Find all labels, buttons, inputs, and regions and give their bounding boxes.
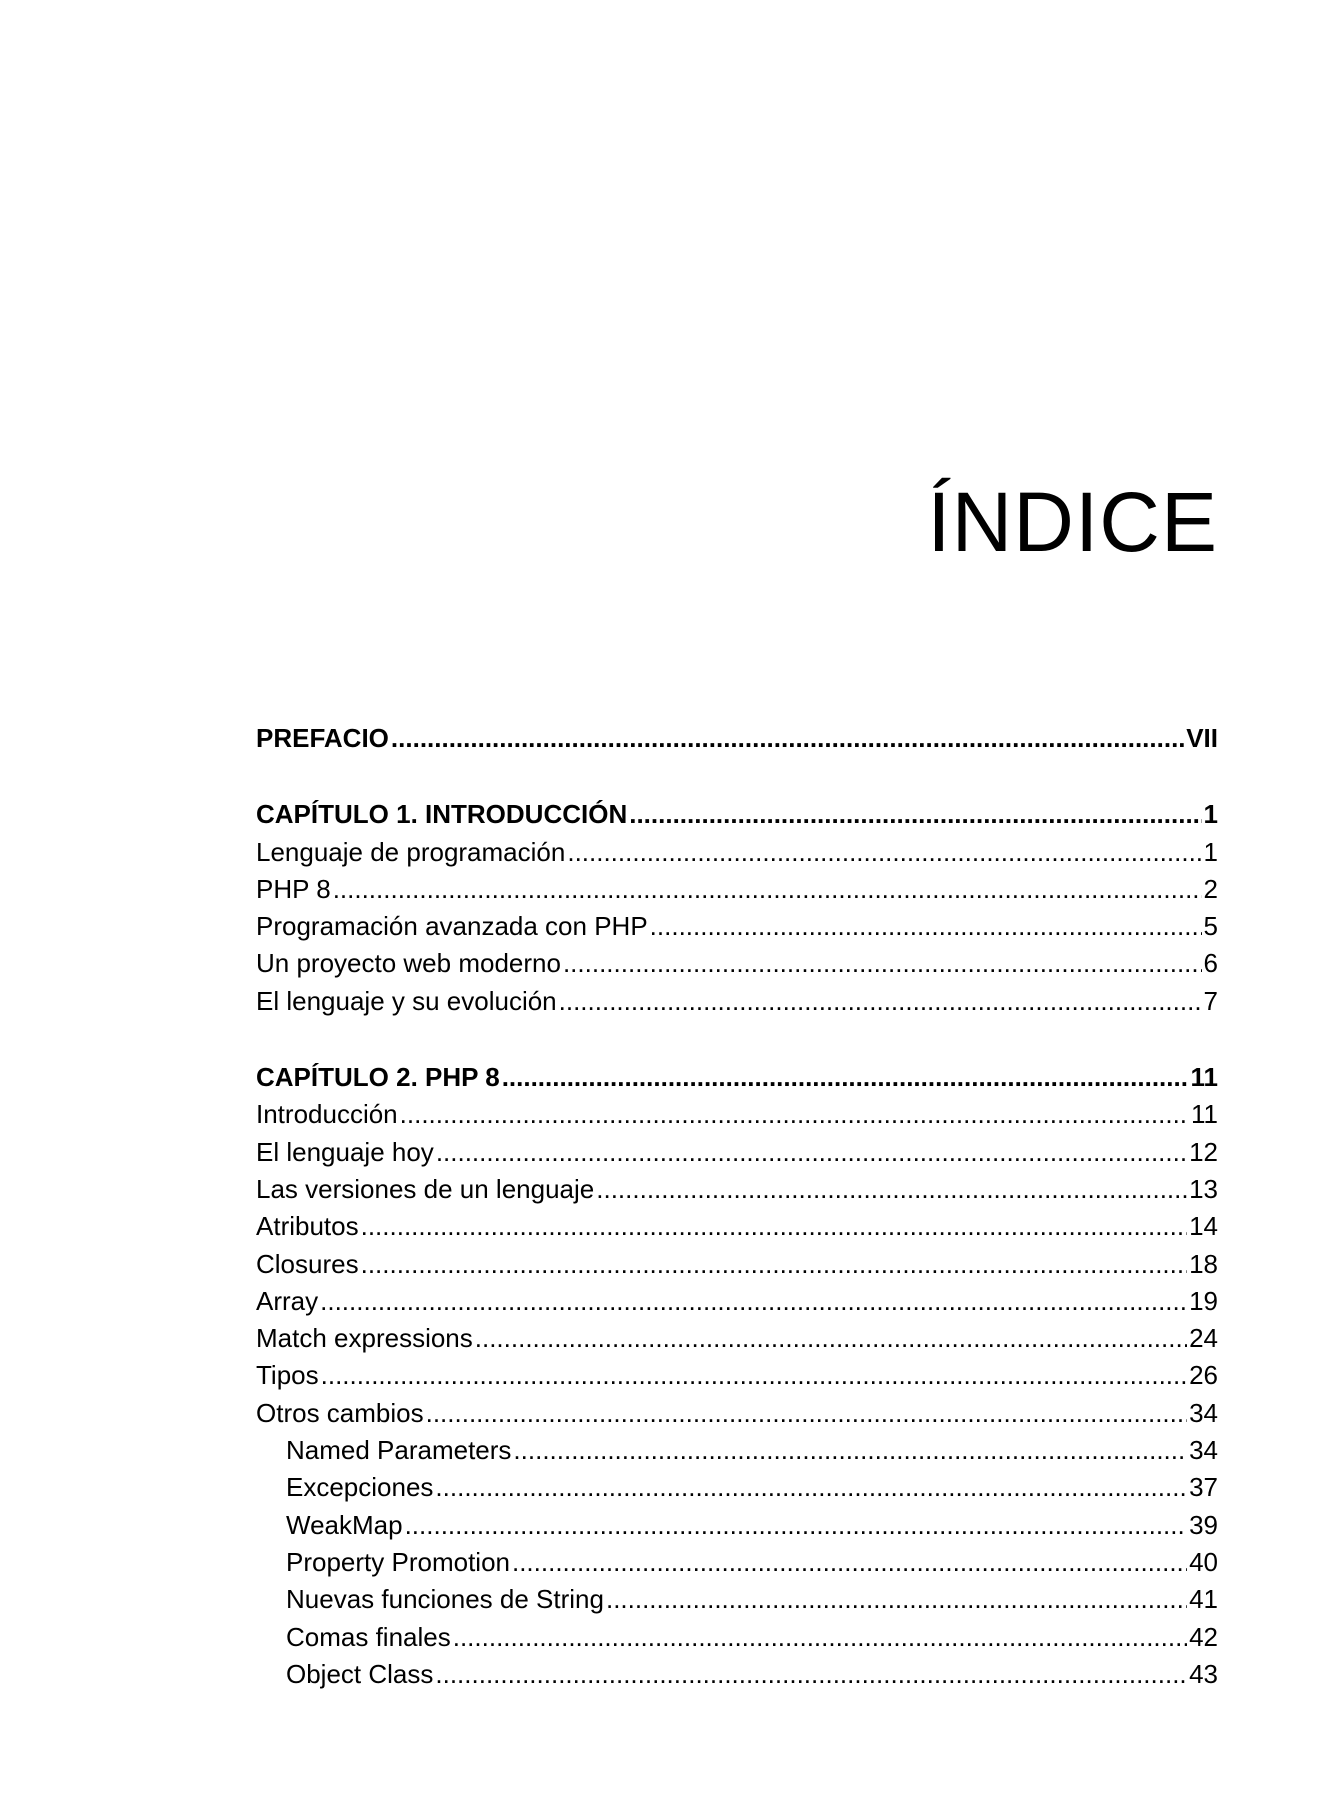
toc-entry-label: WeakMap bbox=[286, 1509, 403, 1540]
dot-leader bbox=[391, 720, 1184, 757]
dot-leader bbox=[320, 1283, 1187, 1320]
toc-entry-label: El lenguaje y su evolución bbox=[256, 985, 557, 1016]
toc-entry-page: 1 bbox=[1203, 836, 1218, 867]
toc-group-preface bbox=[256, 720, 1218, 757]
toc-subentry[interactable] bbox=[256, 1656, 1218, 1693]
toc-entry-page: 18 bbox=[1189, 1248, 1218, 1279]
toc-entry[interactable] bbox=[256, 1246, 1218, 1283]
toc-subentry[interactable] bbox=[256, 1507, 1218, 1544]
dot-leader bbox=[629, 796, 1201, 833]
toc-entry-label: CAPÍTULO 2. PHP 8 bbox=[256, 1062, 500, 1093]
toc-entry-label: Named Parameters bbox=[286, 1435, 512, 1466]
toc-entry-label: Otros cambios bbox=[256, 1397, 424, 1428]
toc-entry-page: 5 bbox=[1203, 911, 1218, 942]
toc-entry-prefacio[interactable] bbox=[256, 720, 1218, 757]
dot-leader bbox=[650, 908, 1202, 945]
dot-leader bbox=[405, 1507, 1188, 1544]
toc-entry-label: Property Promotion bbox=[286, 1546, 510, 1577]
toc-entry[interactable] bbox=[256, 1320, 1218, 1357]
toc-entry-label: Un proyecto web moderno bbox=[256, 948, 561, 979]
toc-entry[interactable] bbox=[256, 983, 1218, 1020]
toc-entry[interactable] bbox=[256, 1096, 1218, 1133]
toc-entry-page: 39 bbox=[1189, 1509, 1218, 1540]
toc-entry-page: 12 bbox=[1189, 1136, 1218, 1167]
dot-leader bbox=[436, 1134, 1187, 1171]
dot-leader bbox=[559, 983, 1202, 1020]
toc-entry-label: Nuevas funciones de String bbox=[286, 1584, 604, 1615]
dot-leader bbox=[596, 1171, 1187, 1208]
dot-leader bbox=[426, 1395, 1187, 1432]
toc-entry-page: 7 bbox=[1203, 985, 1218, 1016]
dot-leader bbox=[513, 1432, 1187, 1469]
toc-subentry[interactable] bbox=[256, 1469, 1218, 1506]
toc-entry[interactable] bbox=[256, 1395, 1218, 1432]
toc-entry-label: CAPÍTULO 1. INTRODUCCIÓN bbox=[256, 799, 628, 830]
toc-entry-chapter-2[interactable] bbox=[256, 1059, 1218, 1096]
toc-entry-page: 41 bbox=[1189, 1584, 1218, 1615]
dot-leader bbox=[321, 1357, 1187, 1394]
toc-entry[interactable] bbox=[256, 1134, 1218, 1171]
toc-entry[interactable] bbox=[256, 834, 1218, 871]
toc-subentry[interactable] bbox=[256, 1432, 1218, 1469]
toc-subentry[interactable] bbox=[256, 1581, 1218, 1618]
table-of-contents bbox=[256, 720, 1218, 1693]
toc-entry[interactable] bbox=[256, 1357, 1218, 1394]
toc-entry[interactable] bbox=[256, 908, 1218, 945]
toc-entry-page: 1 bbox=[1203, 799, 1218, 830]
toc-entry-label: Excepciones bbox=[286, 1472, 434, 1503]
dot-leader bbox=[606, 1581, 1187, 1618]
dot-leader bbox=[361, 1246, 1187, 1283]
toc-entry-label: Closures bbox=[256, 1248, 359, 1279]
dot-leader bbox=[333, 871, 1202, 908]
toc-entry-page: 14 bbox=[1189, 1211, 1218, 1242]
dot-leader bbox=[453, 1619, 1187, 1656]
toc-entry-label: PHP 8 bbox=[256, 873, 331, 904]
toc-entry-chapter-1[interactable] bbox=[256, 796, 1218, 833]
toc-entry-label: Programación avanzada con PHP bbox=[256, 911, 648, 942]
dot-leader bbox=[502, 1059, 1189, 1096]
toc-entry-page: 11 bbox=[1190, 1062, 1218, 1093]
toc-subentry[interactable] bbox=[256, 1544, 1218, 1581]
toc-entry-label: Array bbox=[256, 1285, 319, 1316]
dot-leader bbox=[563, 945, 1202, 982]
dot-leader bbox=[435, 1469, 1187, 1506]
toc-group-chapter-1 bbox=[256, 796, 1218, 1020]
toc-entry-label: Object Class bbox=[286, 1658, 434, 1689]
dot-leader bbox=[435, 1656, 1187, 1693]
toc-entry-label: El lenguaje hoy bbox=[256, 1136, 434, 1167]
dot-leader bbox=[400, 1096, 1189, 1133]
toc-subentry[interactable] bbox=[256, 1619, 1218, 1656]
toc-entry-page: 42 bbox=[1189, 1621, 1218, 1652]
toc-entry-label: Las versiones de un lenguaje bbox=[256, 1173, 595, 1204]
toc-entry[interactable] bbox=[256, 1208, 1218, 1245]
toc-entry[interactable] bbox=[256, 871, 1218, 908]
toc-entry-label: Match expressions bbox=[256, 1323, 473, 1354]
toc-entry[interactable] bbox=[256, 1283, 1218, 1320]
toc-entry-page: 34 bbox=[1189, 1435, 1218, 1466]
toc-entry-page: 34 bbox=[1189, 1397, 1218, 1428]
dot-leader bbox=[361, 1208, 1187, 1245]
dot-leader bbox=[567, 834, 1201, 871]
toc-entry-page: 6 bbox=[1203, 948, 1218, 979]
toc-group-chapter-2 bbox=[256, 1059, 1218, 1693]
toc-entry-page: VII bbox=[1186, 723, 1218, 753]
toc-entry-page: 26 bbox=[1189, 1360, 1218, 1391]
toc-entry-label: Introducción bbox=[256, 1099, 398, 1130]
toc-entry-page: 11 bbox=[1191, 1099, 1218, 1130]
toc-entry[interactable] bbox=[256, 945, 1218, 982]
toc-entry-page: 19 bbox=[1189, 1285, 1218, 1316]
toc-entry-label: Atributos bbox=[256, 1211, 359, 1242]
toc-entry-label: Lenguaje de programación bbox=[256, 836, 566, 867]
toc-entry-page: 24 bbox=[1189, 1323, 1218, 1354]
page-title: ÍNDICE bbox=[927, 475, 1218, 569]
toc-entry-label: Comas finales bbox=[286, 1621, 451, 1652]
toc-entry[interactable] bbox=[256, 1171, 1218, 1208]
toc-entry-label: PREFACIO bbox=[256, 723, 389, 753]
toc-entry-label: Tipos bbox=[256, 1360, 319, 1391]
toc-entry-page: 43 bbox=[1189, 1658, 1218, 1689]
toc-entry-page: 13 bbox=[1189, 1173, 1218, 1204]
toc-entry-page: 2 bbox=[1203, 873, 1218, 904]
toc-entry-page: 37 bbox=[1189, 1472, 1218, 1503]
dot-leader bbox=[475, 1320, 1187, 1357]
dot-leader bbox=[512, 1544, 1187, 1581]
toc-entry-page: 40 bbox=[1189, 1546, 1218, 1577]
